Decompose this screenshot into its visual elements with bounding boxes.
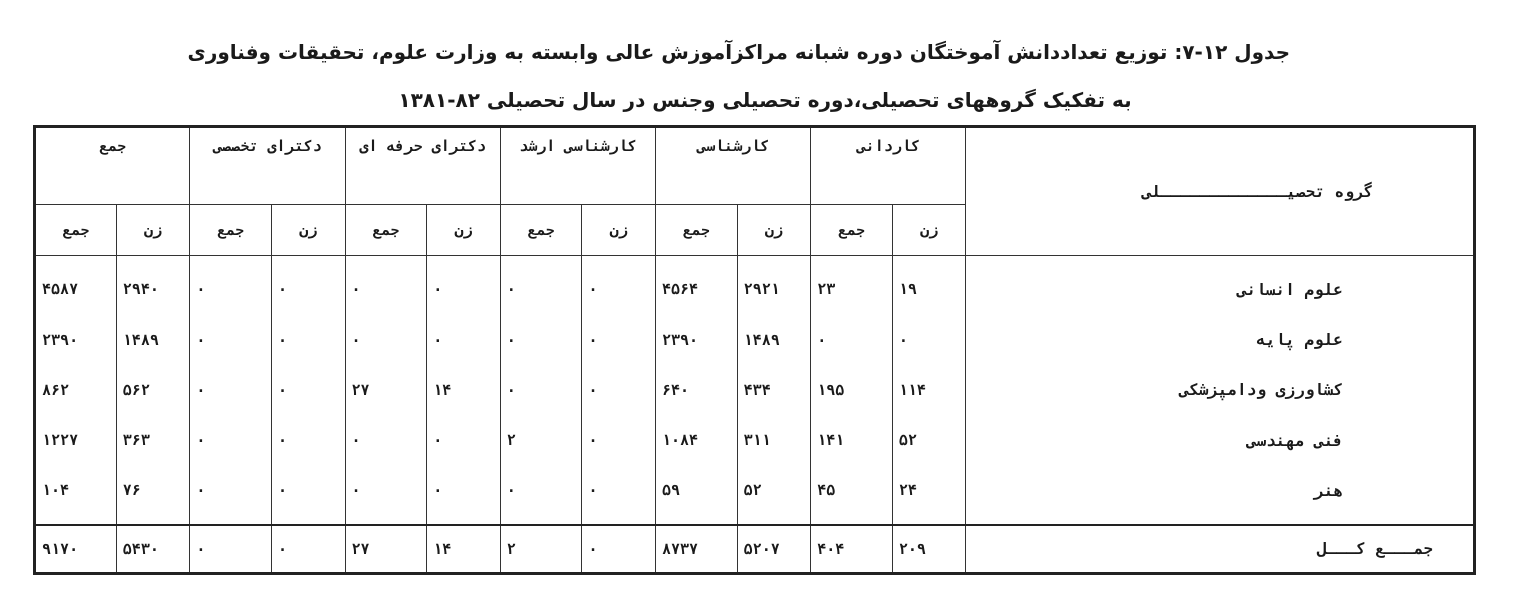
- total-cell: ۲: [500, 525, 582, 574]
- table-title-line-1: جدول ۱۲-۷: توزیع تعداددانش آموختگان دوره شبانه مراکزآموزش عالی وابسته به وزارت علوم، تحقیقات وفناوری: [187, 40, 1290, 64]
- subheader-female: زن: [892, 205, 966, 256]
- row-label: فنی مهندسی: [966, 415, 1475, 465]
- col-header-professional-doctorate: دکترای حرفه ای: [345, 127, 500, 205]
- table-cell: ۰: [500, 465, 582, 515]
- table-cell: ۰: [582, 415, 656, 465]
- table-cell: ۰: [427, 256, 501, 315]
- subheader-female: زن: [737, 205, 811, 256]
- row-label: علوم انسانی: [966, 256, 1475, 315]
- total-cell: ۰: [190, 525, 272, 574]
- table-cell: ۰: [345, 256, 427, 315]
- total-cell: ۵۴۳۰: [116, 525, 190, 574]
- table-cell: ۱۹۵: [811, 365, 893, 415]
- subheader-total: جمع: [35, 205, 117, 256]
- spacer-cell: [427, 515, 501, 524]
- total-cell: ۵۲۰۷: [737, 525, 811, 574]
- subheader-female: زن: [427, 205, 501, 256]
- table-cell: ۲۷: [345, 365, 427, 415]
- subheader-female: زن: [272, 205, 346, 256]
- total-row: [35, 525, 1475, 574]
- table-cell: ۲: [500, 415, 582, 465]
- subheader-total: جمع: [811, 205, 893, 256]
- table-cell: ۱۲۲۷: [35, 415, 117, 465]
- total-cell: ۱۴: [427, 525, 501, 574]
- subheader-total: جمع: [655, 205, 737, 256]
- total-cell: ۹۱۷۰: [35, 525, 117, 574]
- group-column-header: گروه تحصیـــــــــــــلی: [966, 127, 1475, 256]
- table-cell: ۰: [811, 315, 893, 365]
- table-cell: ۰: [500, 315, 582, 365]
- row-label: هنر: [966, 465, 1475, 515]
- table-cell: ۵۹: [655, 465, 737, 515]
- table-cell: ۱۴۸۹: [737, 315, 811, 365]
- table-row: [35, 415, 1475, 465]
- col-header-phd: دکترای تخصصی: [190, 127, 345, 205]
- total-cell: ۰: [272, 525, 346, 574]
- table-cell: ۵۶۲: [116, 365, 190, 415]
- spacer-cell: [737, 515, 811, 524]
- table-cell: ۰: [190, 415, 272, 465]
- total-cell: ۴۰۴: [811, 525, 893, 574]
- spacer-cell: [345, 515, 427, 524]
- col-header-master: کارشناسی ارشد: [500, 127, 655, 205]
- col-header-associate: کاردانی: [811, 127, 966, 205]
- table-cell: ۴۵: [811, 465, 893, 515]
- table-cell: ۰: [427, 465, 501, 515]
- table-cell: ۲۹۲۱: [737, 256, 811, 315]
- table-cell: ۰: [272, 415, 346, 465]
- row-label: علوم پایه: [966, 315, 1475, 365]
- table-cell: ۱۴۱: [811, 415, 893, 465]
- table-cell: ۱۹: [892, 256, 966, 315]
- table-cell: ۵۲: [737, 465, 811, 515]
- table-cell: ۰: [582, 256, 656, 315]
- table-cell: ۱۴۸۹: [116, 315, 190, 365]
- table-cell: ۳۱۱: [737, 415, 811, 465]
- spacer-cell: [811, 515, 893, 524]
- spacer-cell: [655, 515, 737, 524]
- table-cell: ۴۳۴: [737, 365, 811, 415]
- table-cell: ۲۳: [811, 256, 893, 315]
- table-cell: ۷۶: [116, 465, 190, 515]
- table-row: [35, 465, 1475, 515]
- subheader-female: زن: [116, 205, 190, 256]
- spacer-cell: [272, 515, 346, 524]
- table-cell: ۰: [582, 315, 656, 365]
- table-cell: ۱۴: [427, 365, 501, 415]
- total-cell: ۲۰۹: [892, 525, 966, 574]
- table-cell: ۰: [500, 365, 582, 415]
- table-row: [35, 256, 1475, 315]
- spacer-cell: [116, 515, 190, 524]
- row-label: کشاورزی ودامپزشکی: [966, 365, 1475, 415]
- table-cell: ۰: [190, 365, 272, 415]
- table-cell: ۰: [500, 256, 582, 315]
- spacer-cell: [190, 515, 272, 524]
- table-cell: ۰: [345, 315, 427, 365]
- table-cell: ۰: [345, 415, 427, 465]
- table-cell: ۰: [190, 465, 272, 515]
- table-cell: ۸۶۲: [35, 365, 117, 415]
- table-title-line-2: به تفکیک گروههای تحصیلی،دوره تحصیلی وجنس در سال تحصیلی ۸۲-۱۳۸۱: [398, 88, 1132, 112]
- table-cell: ۱۰۴: [35, 465, 117, 515]
- table-cell: ۲۳۹۰: [655, 315, 737, 365]
- table-cell: ۲۹۴۰: [116, 256, 190, 315]
- subheader-total: جمع: [500, 205, 582, 256]
- table-cell: ۰: [582, 365, 656, 415]
- subheader-total: جمع: [190, 205, 272, 256]
- table-body: [35, 256, 1475, 574]
- table-cell: ۰: [345, 465, 427, 515]
- col-header-bachelor: کارشناسی: [655, 127, 810, 205]
- table-cell: ۰: [190, 256, 272, 315]
- table-cell: ۰: [582, 465, 656, 515]
- table-cell: ۲۴: [892, 465, 966, 515]
- table-cell: ۰: [272, 256, 346, 315]
- table-cell: ۱۱۴: [892, 365, 966, 415]
- table-cell: ۴۵۶۴: [655, 256, 737, 315]
- table-cell: ۱۰۸۴: [655, 415, 737, 465]
- statistics-table: [33, 125, 1476, 575]
- table-cell: ۰: [190, 315, 272, 365]
- total-cell: ۰: [582, 525, 656, 574]
- col-header-total: جمع: [35, 127, 190, 205]
- spacer-cell: [892, 515, 966, 524]
- table-cell: ۰: [272, 365, 346, 415]
- spacer-row: [35, 515, 1475, 524]
- subheader-female: زن: [582, 205, 656, 256]
- table-cell: ۶۴۰: [655, 365, 737, 415]
- total-cell: ۸۷۳۷: [655, 525, 737, 574]
- table-cell: ۰: [427, 415, 501, 465]
- table-cell: ۲۳۹۰: [35, 315, 117, 365]
- subheader-total: جمع: [345, 205, 427, 256]
- table-cell: ۰: [892, 315, 966, 365]
- total-cell: ۲۷: [345, 525, 427, 574]
- spacer-cell: [35, 515, 117, 524]
- table-cell: ۰: [427, 315, 501, 365]
- table-cell: ۰: [272, 465, 346, 515]
- table-cell: ۴۵۸۷: [35, 256, 117, 315]
- table-row: [35, 315, 1475, 365]
- table-row: [35, 365, 1475, 415]
- spacer-cell: [582, 515, 656, 524]
- table-cell: ۵۲: [892, 415, 966, 465]
- table-cell: ۳۶۳: [116, 415, 190, 465]
- spacer-cell: [500, 515, 582, 524]
- table-cell: ۰: [272, 315, 346, 365]
- spacer-cell: [966, 515, 1475, 524]
- total-label: جمـــع کـــل: [966, 525, 1475, 574]
